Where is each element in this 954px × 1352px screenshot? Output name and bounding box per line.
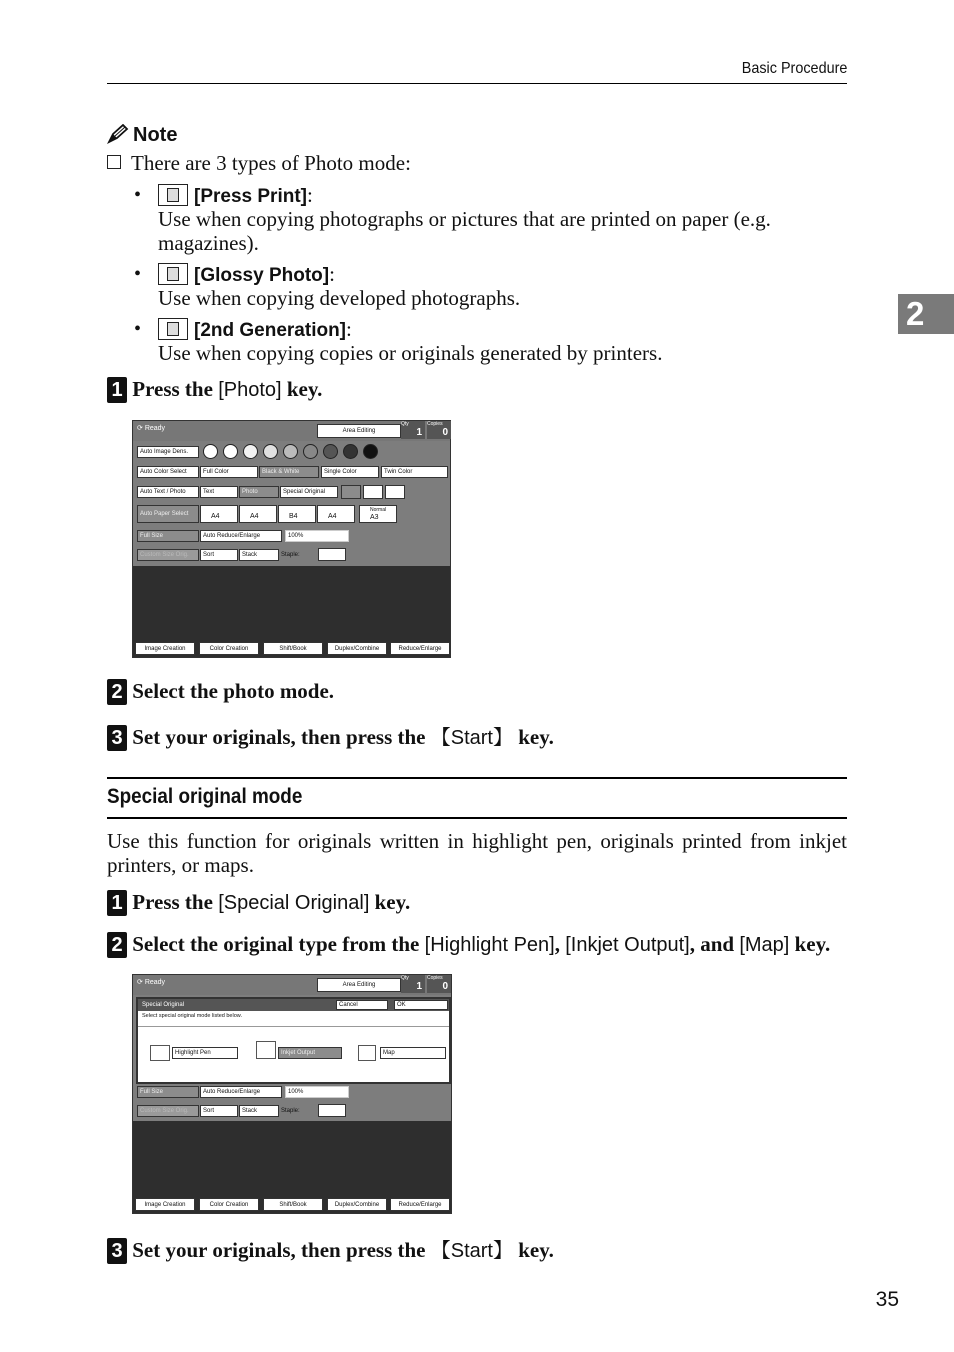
normal-size-label: A3 [370,514,379,521]
inkjet-output-icon [256,1041,276,1059]
staple-position-button[interactable] [318,548,346,561]
pencil-icon [107,124,129,144]
dialog-instruction: Select special original mode listed below. [142,1013,242,1019]
dialog-divider [138,1026,449,1027]
step-text: key. [513,725,554,749]
page-number: 35 [875,1288,899,1311]
step-press-start-photo [107,721,554,751]
step-press-photo [107,377,322,403]
step-number: 3 [107,725,127,751]
density-level-4[interactable] [263,444,278,459]
color-creation-tab[interactable]: Color Creation [199,642,259,655]
note-intro [107,151,411,175]
density-level-5[interactable] [283,444,298,459]
image-creation-tab[interactable]: Image Creation [135,642,195,655]
auto-reduce-enlarge-button[interactable]: Auto Reduce/Enlarge [200,1086,282,1098]
duplex-combine-tab[interactable]: Duplex/Combine [327,1198,387,1211]
auto-density-button[interactable]: Auto Image Dens. [137,446,199,458]
tray-2-button[interactable]: A4 [239,505,277,523]
sort-button[interactable]: Sort [200,549,238,561]
glossy-photo-icon [158,263,188,285]
density-level-2[interactable] [223,444,238,459]
press-print-mode-button[interactable] [341,485,361,499]
2nd-generation-desc: Use when copying copies or originals generated by printers. [158,341,663,365]
photo-key-label: [Photo] [218,379,282,401]
density-level-8[interactable] [343,444,358,459]
step-press-start-special [107,1234,554,1264]
note-intro-text: There are 3 types of Photo mode: [131,151,411,175]
note-heading-text: Note [133,124,178,146]
header-rule [107,83,847,84]
step-select-original-type [107,932,830,958]
tray-3-button[interactable]: B4 [278,505,316,523]
step-text: Select the original type from the [132,932,425,956]
note-item-2nd-generation: [2nd Generation]: [158,317,352,342]
2nd-generation-key: [2nd Generation] [194,320,347,341]
step-text: Select the photo mode. [132,679,335,703]
step-text: Press the [132,890,219,914]
chapter-tab: 2 [898,294,954,334]
staple-position-button[interactable] [318,1104,346,1117]
qty-display: Qty 1 [401,975,425,993]
twin-color-button[interactable]: Twin Color [381,466,448,478]
special-original-dialog [136,997,451,1084]
custom-size-original-button[interactable]: Custom Size Orig. [137,1105,199,1117]
copies-display: Copies 0 [427,975,451,993]
status-ready: ⟳ Ready [137,425,166,432]
bypass-tray-button[interactable]: A4 [317,505,355,523]
density-level-6[interactable] [303,444,318,459]
running-header: Basic Procedure [741,60,847,77]
step-number: 2 [107,679,127,705]
copier-panel-photo [132,420,451,658]
dialog-title: Special Original [142,1002,185,1008]
note-item-glossy-photo: [Glossy Photo]: [158,262,335,287]
section-rule-bottom [107,817,847,819]
press-print-key: [Press Print] [194,186,307,207]
glossy-photo-desc: Use when copying developed photographs. [158,286,521,310]
reduce-enlarge-tab[interactable]: Reduce/Enlarge [390,1198,450,1211]
tray-1-button[interactable]: A4 [200,505,238,523]
ratio-display: 100% [285,1086,349,1098]
stack-button[interactable]: Stack [239,1105,279,1117]
section-intro: Use this function for originals written in highlight pen, originals printed from inkjet printers, or maps. [107,829,847,877]
photo-mode-button[interactable]: Photo [239,486,279,498]
text-mode-button[interactable]: Text [200,486,238,498]
inkjet-output-key-label: [Inkjet Output] [565,934,690,956]
full-size-button[interactable]: Full Size [137,530,199,542]
step-number: 2 [107,932,127,958]
map-key-label: [Map] [739,934,790,956]
auto-color-select-button[interactable]: Auto Color Select [137,466,199,478]
shift-book-tab[interactable]: Shift/Book [263,1198,323,1211]
inkjet-output-button[interactable]: Inkjet Output [278,1047,342,1059]
step-number: 1 [107,890,127,916]
section-rule-top [107,777,847,779]
step-text: Set your originals, then press the [132,725,431,749]
area-editing-button[interactable]: Area Editing [317,424,401,438]
full-size-button[interactable]: Full Size [137,1086,199,1098]
ratio-display: 100% [285,530,349,542]
normal-label: Normal [370,507,387,513]
copies-display: Copies 0 [427,421,451,439]
reduce-enlarge-tab[interactable]: Reduce/Enlarge [390,642,450,655]
status-ready: ⟳ Ready [137,979,166,986]
staple-label: Staple: [281,552,300,558]
duplex-combine-tab[interactable]: Duplex/Combine [327,642,387,655]
bullet-icon: • [134,318,142,340]
copier-panel-special-original [132,974,452,1214]
step-text: key. [369,890,411,914]
step-text: key. [789,932,831,956]
shift-book-tab[interactable]: Shift/Book [263,642,323,655]
qty-display: Qty 1 [401,421,425,439]
step-text: , [554,932,566,956]
custom-size-original-button[interactable]: Custom Size Orig. [137,549,199,561]
cancel-button[interactable]: Cancel [336,1000,388,1010]
start-key-label: 【Start】 [430,1240,513,1262]
auto-paper-select-button[interactable]: Auto Paper Select [137,505,199,523]
press-print-icon [158,184,188,206]
density-level-9[interactable] [363,444,378,459]
normal-paper-button[interactable] [359,505,397,523]
note-heading [107,124,177,147]
highlight-pen-icon [150,1045,170,1061]
checkbox-icon [107,155,121,169]
bullet-icon: • [134,184,142,206]
staple-label: Staple: [281,1108,300,1114]
map-button[interactable]: Map [380,1047,446,1059]
image-creation-tab[interactable]: Image Creation [135,1198,195,1211]
step-number: 1 [107,377,127,403]
density-level-3[interactable] [243,444,258,459]
glossy-photo-mode-button[interactable] [363,485,383,499]
step-text: Set your originals, then press the [132,1238,431,1262]
special-original-button[interactable]: Special Original [280,486,338,498]
full-color-button[interactable]: Full Color [200,466,258,478]
color-creation-tab[interactable]: Color Creation [199,1198,259,1211]
highlight-pen-button[interactable]: Highlight Pen [172,1047,238,1059]
section-title: Special original mode [107,785,303,808]
auto-reduce-enlarge-button[interactable]: Auto Reduce/Enlarge [200,530,282,542]
stack-button[interactable]: Stack [239,549,279,561]
ok-button[interactable]: OK [394,1000,448,1010]
bullet-icon: • [134,263,142,285]
step-text: , and [689,932,740,956]
sort-button[interactable]: Sort [200,1105,238,1117]
black-white-button[interactable]: Black & White [259,466,319,478]
step-text: Press the [132,377,219,401]
2nd-generation-icon [158,318,188,340]
step-text: key. [281,377,323,401]
glossy-photo-key: [Glossy Photo] [194,265,330,286]
step-number: 3 [107,1238,127,1264]
step-press-special-original [107,890,410,916]
special-original-key-label: [Special Original] [218,892,370,914]
single-color-button[interactable]: Single Color [321,466,379,478]
start-key-label: 【Start】 [430,727,513,749]
2nd-generation-mode-button[interactable] [385,485,405,499]
density-level-7[interactable] [323,444,338,459]
step-text: key. [513,1238,554,1262]
press-print-desc: Use when copying photographs or pictures that are printed on paper (e.g. magazines). [158,207,771,255]
note-item-press-print: [Press Print]: [158,183,313,208]
density-level-1[interactable] [203,444,218,459]
step-select-photo-mode [107,679,334,705]
map-icon [358,1045,376,1061]
highlight-pen-key-label: [Highlight Pen] [424,934,555,956]
auto-text-photo-button[interactable]: Auto Text / Photo [137,486,199,498]
area-editing-button[interactable]: Area Editing [317,978,401,992]
